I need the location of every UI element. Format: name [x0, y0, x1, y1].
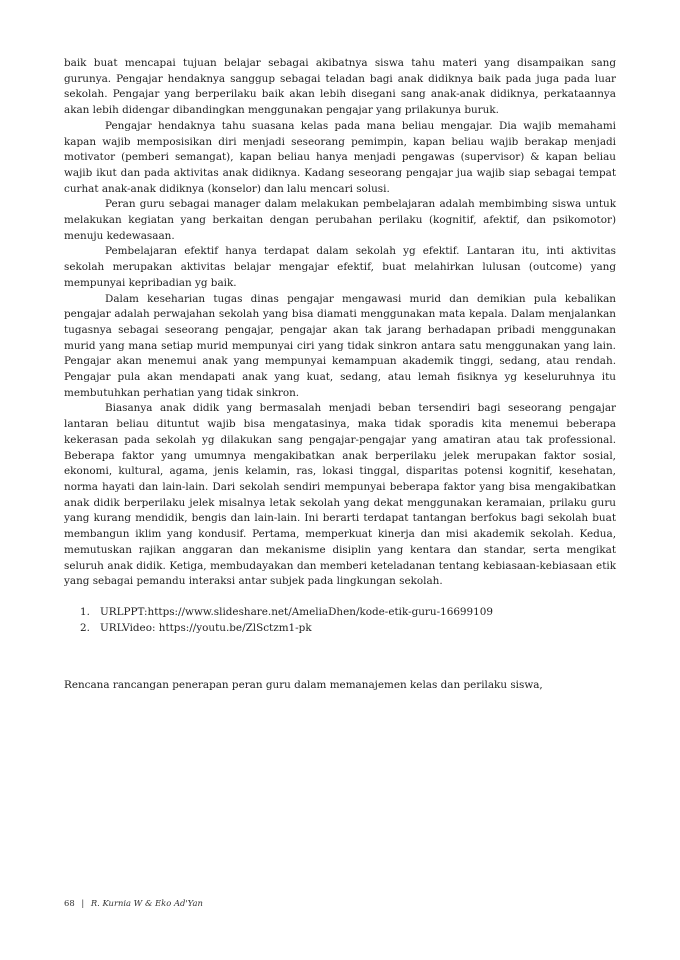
page-footer — [64, 898, 203, 908]
closing-sentence: Rencana rancangan penerapan peran guru dalam memanajemen kelas dan perilaku siswa, — [64, 678, 543, 691]
page-number: 68 — [64, 898, 75, 908]
paragraph-4: Pembelajaran efektif hanya terdapat dalam sekolah yg efektif. Lantaran itu, inti aktivitas sekolah merupakan aktivitas belajar mengajar efektif, buat melahirkan lulusan (outcome) yang mempunyai kepribadian yg baik. — [64, 245, 616, 289]
footer-separator: | — [81, 898, 85, 908]
paragraph-6: Biasanya anak didik yang bermasalah menjadi beban tersendiri bagi seseorang pengajar lantaran beliau dituntut wajib bisa mengatasinya, maka tidak sporadis kita menemui beberapa kekerasan pada sekolah yg dilakukan sang pengajar-pengajar yang amatiran atau tak professional. Beberapa faktor yang umumnya mengakibatkan anak berperilaku jelek merupakan faktor sosial, ekonomi, kultural, agama, jenis kelamin, ras, lokasi tinggal, disparitas potensi kognitif, kesehatan, norma hayati dan lain-lain. Dari sekolah sendiri mempunyai beberapa faktor yang bisa mengakibatkan anak didik berperilaku jelek misalnya letak sekolah yang dekat menggunakan keramaian, prilaku guru yang kurang mendidik, bengis dan lain-lain. Ini berarti terdapat tantangan berfokus bagi sekolah buat membangun iklim yang kondusif. Pertama, memperkuat kinerja dan misi akademik sekolah. Kedua, memutuskan rajikan anggaran dan mekanisme disiplin yang kentara dan standar, serta mengikat seluruh anak didik. Ketiga, membudayakan dan memberi keteladanan tentang kebiasaan-kebiasaan etik yang sebagai pemandu interaksi antar subjek pada lingkungan sekolah. — [64, 402, 616, 588]
paragraph-1: baik buat mencapai tujuan belajar sebagai akibatnya siswa tahu materi yang disampaikan sang gurunya. Pengajar hendaknya sanggup sebagai teladan bagi anak didiknya baik pada juga pada luar sekolah. Pengajar yang berperilaku baik akan lebih disegani sang anak-anak didiknya, perkataannya akan lebih didengar dibandingkan menggunakan pengajar yang prilakunya buruk. — [64, 57, 616, 117]
reference-item[interactable] — [80, 620, 616, 636]
paragraph-3: Peran guru sebagai manager dalam melakukan pembelajaran adalah membimbing siswa untuk melakukan kegiatan yang berkaitan dengan perubahan perilaku (kognitif, afektif, dan psikomotor) menuju kedewasaan. — [64, 198, 616, 242]
paragraph-2: Pengajar hendaknya tahu suasana kelas pada mana beliau mengajar. Dia wajib memahami kapan wajib memposisikan diri menjadi seseorang pemimpin, kapan beliau wajib berakap menjadi motivator (pemberi semangat), kapan beliau hanya menjadi pengawas (supervisor) & kapan beliau wajib ikut dan pada aktivitas anak didiknya. Kadang seseorang pengajar jua wajib siap sebagai tempat curhat anak-anak didiknya (konselor) dan lalu mencari solusi. — [64, 119, 616, 195]
paragraph-5: Dalam keseharian tugas dinas pengajar mengawasi murid dan demikian pula kebalikan pengajar adalah perwajahan sekolah yang bisa diamati menggunakan mata kepala. Dalam menjalankan tugasnya sebagai seseorang pengajar, pengajar akan tak jarang berhadapan pribadi menggunakan murid yang mana setiap murid mempunyai ciri yang tidak sinkron antara satu menggunakan yang lain. Pengajar akan menemui anak yang mempunyai kemampuan akademik tinggi, sedang, atau rendah. Pengajar pula akan mendapati anak yang kuat, sedang, atau lemah fisiknya yg keseluruhnya itu membutuhkan perhatian yang tidak sinkron. — [64, 292, 616, 399]
footer-authors: R. Kurnia W & Eko Ad'Yan — [90, 898, 203, 908]
body-text — [64, 56, 616, 590]
reference-number: 1. — [80, 605, 90, 618]
reference-link[interactable]: URLVideo: https://youtu.be/ZlSctzm1-pk — [100, 621, 312, 634]
reference-number: 2. — [80, 621, 90, 634]
reference-list — [64, 604, 616, 636]
reference-item[interactable] — [80, 604, 616, 620]
reference-link[interactable]: URLPPT:https://www.slideshare.net/AmeliaDhen/kode-etik-guru-16699109 — [100, 605, 493, 618]
